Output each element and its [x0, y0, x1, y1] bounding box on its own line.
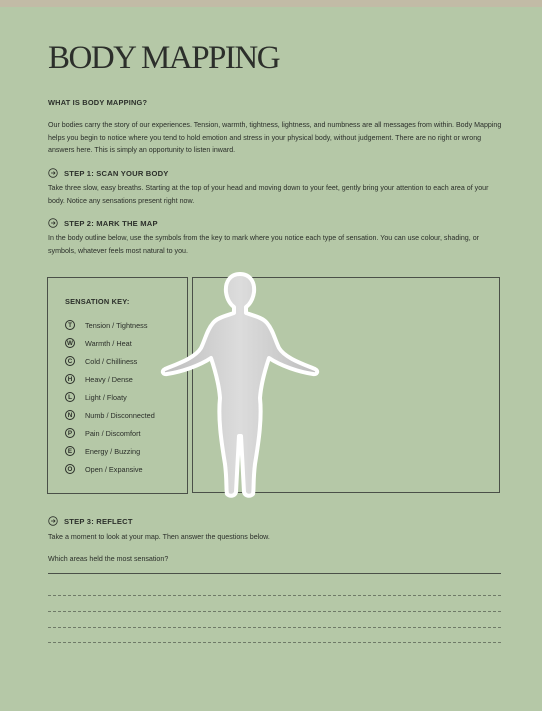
answer-line-divider [48, 573, 501, 574]
arrow-circle-right-icon [48, 168, 58, 178]
key-symbol: P [65, 428, 75, 438]
key-item-numb [65, 406, 155, 424]
answer-line[interactable] [48, 611, 501, 612]
key-item-light [65, 388, 155, 406]
key-label: Heavy / Dense [85, 374, 133, 384]
key-symbol: C [65, 356, 75, 366]
step3-body: Take a moment to look at your map. Then answer the questions below. [48, 533, 270, 541]
step2-heading-row [48, 218, 158, 228]
key-symbol: O [65, 464, 75, 474]
key-symbol: N [65, 410, 75, 420]
step1-heading: STEP 1: SCAN YOUR BODY [64, 168, 169, 178]
key-symbol: W [65, 338, 75, 348]
arrow-circle-right-icon [48, 516, 58, 526]
step1-body: Take three slow, easy breaths. Starting at the top of your head and moving down to your feet, gently bring your attention to each area of your body. Notice any sensations present right now. [48, 184, 489, 205]
sensation-key-title: SENSATION KEY: [65, 297, 130, 306]
key-symbol: H [65, 374, 75, 384]
step2-body: In the body outline below, use the symbols from the key to mark where you notice each type of sensation. You can use colour, shading, or symbols, whatever feels most natural to you. [48, 234, 480, 255]
key-item-energy [65, 442, 155, 460]
sensation-key-list [65, 316, 155, 478]
key-item-open [65, 460, 155, 478]
key-label: Light / Floaty [85, 392, 127, 402]
key-symbol: L [65, 392, 75, 402]
step1-heading-row [48, 168, 169, 178]
key-label: Numb / Disconnected [85, 410, 155, 420]
key-item-cold [65, 352, 155, 370]
key-label: Energy / Buzzing [85, 446, 141, 456]
key-label: Pain / Discomfort [85, 428, 141, 438]
key-label: Warmth / Heat [85, 338, 132, 348]
key-symbol: E [65, 446, 75, 456]
arrow-circle-right-icon [48, 218, 58, 228]
key-label: Open / Expansive [85, 464, 143, 474]
answer-line[interactable] [48, 595, 501, 596]
reflection-question: Which areas held the most sensation? [48, 555, 169, 563]
key-symbol: T [65, 320, 75, 330]
step2-heading: STEP 2: MARK THE MAP [64, 218, 158, 228]
what-heading: WHAT IS BODY MAPPING? [48, 98, 148, 107]
key-label: Tension / Tightness [85, 320, 148, 330]
key-item-tension [65, 316, 155, 334]
key-label: Cold / Chilliness [85, 356, 138, 366]
top-accent-bar [0, 0, 542, 7]
body-outline-figure[interactable] [155, 268, 325, 500]
key-item-pain [65, 424, 155, 442]
step3-heading: STEP 3: REFLECT [64, 516, 133, 526]
key-item-heavy [65, 370, 155, 388]
key-item-warmth [65, 334, 155, 352]
answer-line[interactable] [48, 642, 501, 643]
step3-heading-row [48, 516, 133, 526]
what-body: Our bodies carry the story of our experiences. Tension, warmth, tightness, lightness, and numbness are all messages from within. Body Mapping helps you begin to notice where you tend to hold emotion and stress in your physical body, without judgement. There are no right or wrong answers here. This is simply an opportunity to listen inward. [48, 121, 502, 155]
page-title: BODY MAPPING [48, 40, 280, 76]
answer-line[interactable] [48, 627, 501, 628]
